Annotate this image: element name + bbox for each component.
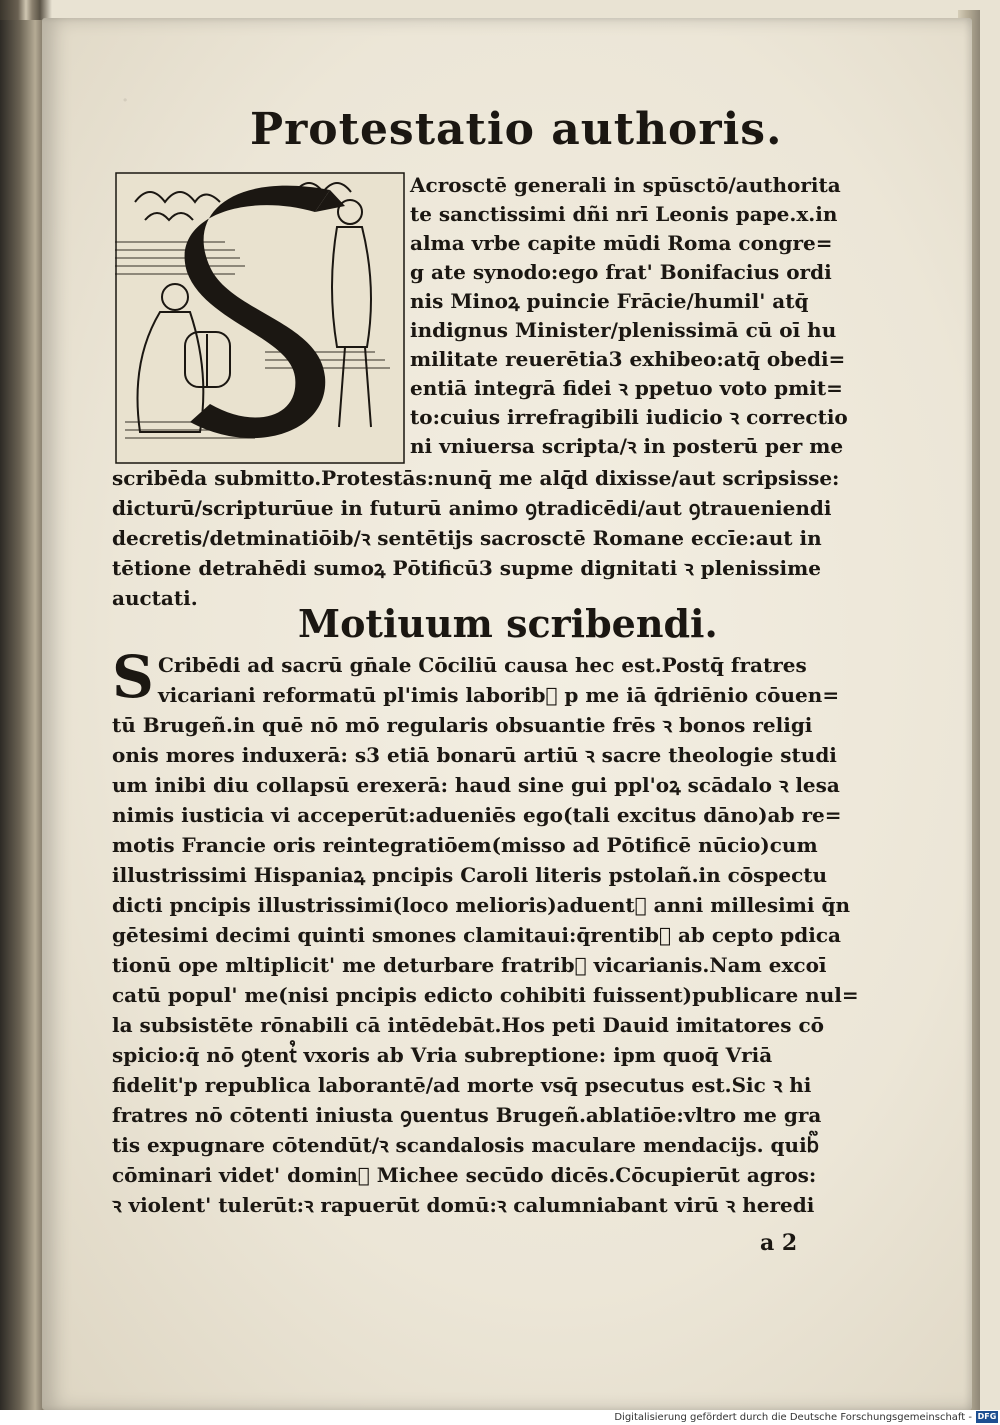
page-heading: Protestatio authoris.: [250, 104, 783, 155]
text-line: tionū ope mltiplicit' me deturbare fratrib᷑ vicarianis.Nam excoī: [112, 953, 827, 977]
signature-mark: a 2: [760, 1230, 798, 1256]
text-line: dicti pncipis illustrissimi(loco melioris)aduent᷒ anni millesimi q̄n: [112, 893, 851, 917]
text-line: scribēda submitto.Protestās:nunq̄ me alq̄d dixisse/aut scripsisse:: [112, 466, 840, 490]
dfg-logo-icon: DFG: [977, 1412, 997, 1421]
text-line: nimis iusticia vi acceperūt:adueniēs ego(tali excitus dāno)ab re=: [112, 803, 842, 827]
text-line: tū Brugeñ.in quē nō mō regularis obsuantie frēs ꝛ bonos religi: [112, 713, 813, 737]
footer-credit: Digitalisierung gefördert durch die Deutsche Forschungsgemeinschaft -: [614, 1412, 972, 1423]
text-line: g ate synodo:ego frat' Bonifacius ordi: [410, 260, 832, 284]
text-line: onis mores induxerā: s3 etiā bonarū artiū ꝛ sacre theologie studi: [112, 743, 837, 767]
text-line: dicturū/scripturūue in futurū animo ꝯtradicēdi/aut ꝯtraueniendi: [112, 496, 832, 520]
text-line: gētesimi decimi quinti smones clamitaui:q̄rentib᷑ ab cepto pdica: [112, 923, 841, 947]
text-line: motis Francie oris reintegratiōem(misso ad Pōtificē nūcio)cum: [112, 833, 818, 857]
text-line: ni vniuersa scripta/ꝛ in posterū per me: [410, 434, 844, 458]
text-line: to:cuius irrefragibili iudicio ꝛ correctio: [410, 405, 848, 429]
text-line: fratres nō cōtenti iniusta ꝯuentus Brugeñ.ablatiōe:vltro me gra: [112, 1103, 822, 1127]
text-line: decretis/detminatiōib/ꝛ sentētijs sacrosctē Romane eccīe:aut in: [112, 526, 822, 550]
section-heading: Motiuum scribendi.: [298, 601, 718, 646]
text-line: Cribēdi ad sacrū gn̄ale Cōciliū causa hec est.Postq̄ fratres: [158, 653, 807, 677]
text-line: ꝛ violent' tulerūt:ꝛ rapuerūt domū:ꝛ calumniabant virū ꝛ heredi: [112, 1193, 815, 1217]
text-line: catū popul' me(nisi pncipis edicto cohibiti fuissent)publicare nul=: [112, 983, 859, 1007]
text-line: nis Minoꝝ puincie Frācie/humil' atq̄: [410, 289, 809, 313]
text-line: militate reuerētia3 exhibeo:atq̄ obedi=: [410, 347, 846, 371]
text-line: illustrissimi Hispaniaꝝ pncipis Caroli literis pstolañ.in cōspectu: [112, 863, 828, 887]
drop-cap-s: S: [112, 643, 154, 711]
left-page-edge: [0, 20, 44, 1410]
bleed-through-text: ·: [122, 90, 129, 111]
text-line: tētione detrahēdi sumoꝝ Pōtificū3 supme dignitati ꝛ plenissime: [112, 556, 822, 580]
text-line: te sanctissimi dñi nrī Leonis pape.x.in: [410, 202, 838, 226]
text-line: spicio:q̄ nō ꝯtent᷒ vxoris ab Vria subreptione: ipm quoq̄ Vriā: [112, 1043, 773, 1067]
text-line: Acrosctē generali in spūsctō/authorita: [410, 173, 841, 197]
text-line: fidelit'p republica laborantē/ad morte vsq̄ psecutus est.Sic ꝛ hi: [112, 1073, 812, 1097]
text-line: entiā integrā fidei ꝛ ppetuo voto pmit=: [410, 376, 843, 400]
text-line: cōminari videt' domin᷒ Michee secūdo dicēs.Cōcupierūt agros:: [112, 1163, 817, 1187]
text-line: um inibi diu collapsū erexerā: haud sine gui ppl'oꝝ scādalo ꝛ lesa: [112, 773, 840, 797]
woodcut-initial-illustration: [115, 172, 405, 464]
decorated-initial: [115, 172, 405, 464]
text-line: auctati.: [112, 586, 198, 610]
text-line: la subsistēte rōnabili cā intēdebāt.Hos peti Dauid imitatores cō: [112, 1013, 824, 1037]
text-line: vicariani reformatū pl'imis laborib᷑ p me iā q̄driēnio cōuen=: [158, 683, 840, 707]
text-line: indignus Minister/plenissimā cū oī hu: [410, 318, 837, 342]
text-line: alma vrbe capite mūdi Roma congre=: [410, 231, 833, 255]
text-line: tis expugnare cōtendūt/ꝛ scandalosis maculare mendacijs. quib᷑: [112, 1133, 819, 1157]
